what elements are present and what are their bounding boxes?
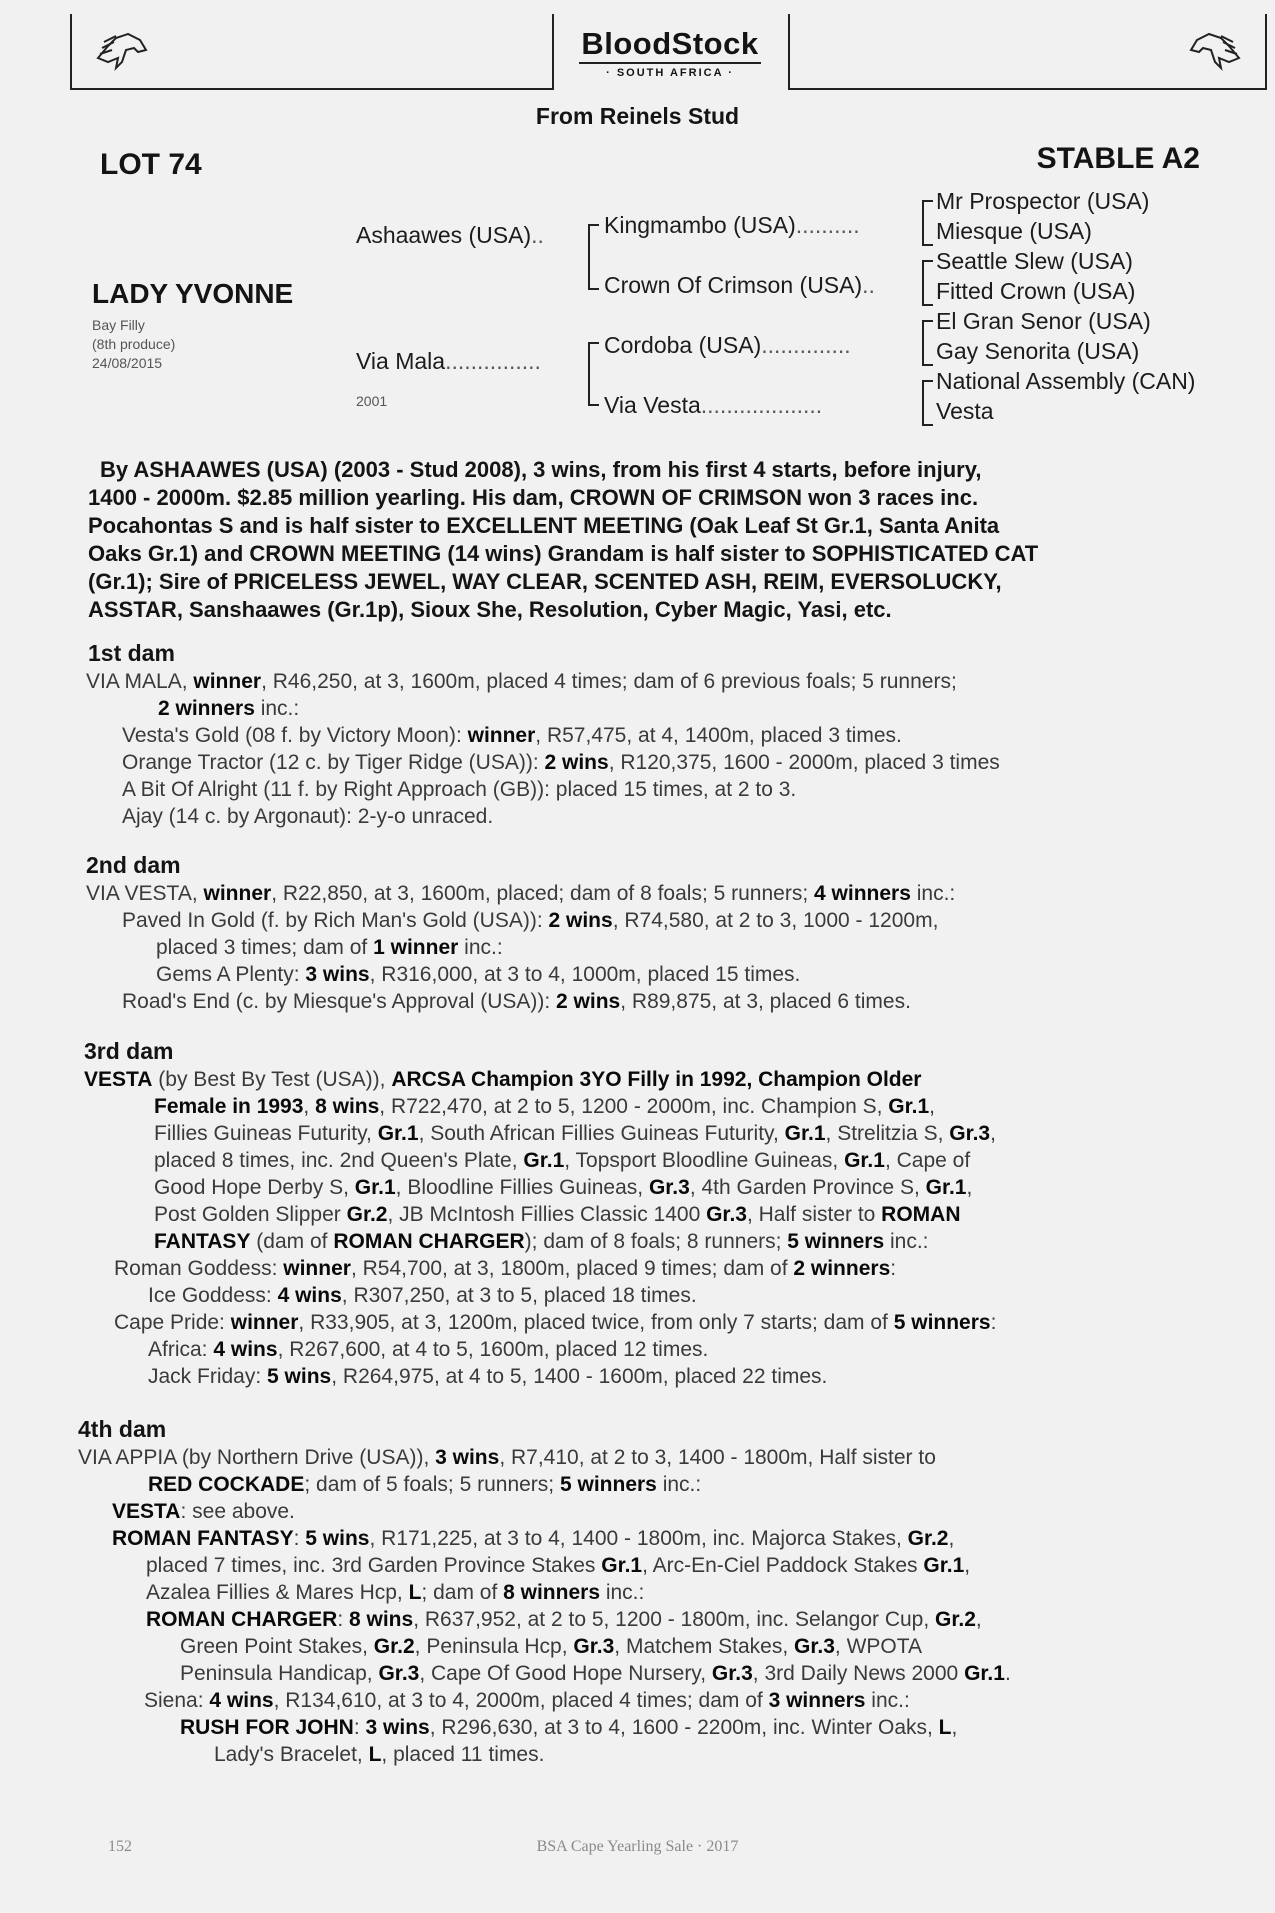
text: , R89,875, at 3, placed 6 times. bbox=[620, 990, 911, 1013]
sire-description bbox=[88, 456, 1213, 624]
text: , bbox=[929, 1095, 935, 1118]
bold-text: winner bbox=[203, 882, 272, 905]
bold-text: Gr.1 bbox=[923, 1554, 965, 1577]
horse-name: LADY YVONNE bbox=[92, 278, 294, 309]
bold-text: Gr.1 bbox=[523, 1149, 565, 1172]
pedigree-bracket bbox=[922, 200, 933, 246]
text: (dam of bbox=[250, 1230, 334, 1253]
text: A Bit Of Alright (11 f. by Right Approach (GB)): placed 15 times, at 2 to 3. bbox=[122, 778, 797, 801]
section-title-2nd-dam: 2nd dam bbox=[86, 852, 181, 878]
pedigree-g2-1: Kingmambo (USA).......... bbox=[604, 212, 860, 238]
page-number: 152 bbox=[108, 1838, 132, 1855]
text: , R171,225, at 3 to 4, 1400 - 1800m, inc. Majorca Stakes, bbox=[369, 1527, 908, 1550]
bold-text: L bbox=[938, 1716, 952, 1739]
bold-text: Gr.3 bbox=[378, 1662, 420, 1685]
dam-line bbox=[112, 1498, 1011, 1525]
text: , South African Fillies Guineas Futurity, bbox=[418, 1122, 785, 1145]
lot-number: LOT 74 bbox=[100, 148, 202, 181]
section-title-4th-dam: 4th dam bbox=[78, 1416, 167, 1442]
text: Roman Goddess: bbox=[114, 1257, 284, 1280]
bold-text: 5 wins bbox=[267, 1365, 332, 1388]
horse-details bbox=[92, 316, 175, 373]
text: , R22,850, at 3, 1600m, placed; dam of 8 foals; 5 runners; bbox=[271, 882, 815, 905]
text: ; dam of bbox=[421, 1581, 504, 1604]
text: , Matchem Stakes, bbox=[614, 1635, 795, 1658]
text: inc.: bbox=[458, 936, 503, 959]
bold-text: 3 wins bbox=[305, 963, 370, 986]
text: , R264,975, at 4 to 5, 1400 - 1600m, placed 22 times. bbox=[331, 1365, 828, 1388]
dam-line bbox=[154, 1174, 996, 1201]
bold-text: 5 winners bbox=[787, 1230, 885, 1253]
dam-line bbox=[180, 1714, 1011, 1741]
text: , JB McIntosh Fillies Classic 1400 bbox=[387, 1203, 707, 1226]
bold-text: Gr.3 bbox=[573, 1635, 615, 1658]
dam-line bbox=[180, 1633, 1011, 1660]
bold-text: 8 wins bbox=[315, 1095, 380, 1118]
bold-text: 2 winners bbox=[793, 1257, 891, 1280]
pedigree-bracket bbox=[588, 224, 599, 290]
bold-text: 3 winners bbox=[768, 1689, 866, 1712]
dam-line bbox=[154, 1093, 996, 1120]
pedigree-dam-year: 2001 bbox=[356, 393, 388, 409]
pedigree-g3-6: Gay Senorita (USA) bbox=[936, 338, 1140, 364]
dam-line bbox=[122, 988, 955, 1015]
text: Siena: bbox=[144, 1689, 210, 1712]
dam4-lines bbox=[78, 1444, 1011, 1768]
header-left-box bbox=[70, 14, 554, 90]
pedigree-g2-4: Via Vesta................... bbox=[604, 392, 823, 418]
text: inc.: bbox=[254, 697, 300, 720]
section-title-1st-dam: 1st dam bbox=[88, 640, 175, 666]
dam-line bbox=[154, 1147, 996, 1174]
pedigree-g3-8: Vesta bbox=[936, 398, 994, 424]
bold-text: 2 wins bbox=[548, 909, 613, 932]
text: placed 7 times, inc. 3rd Garden Province Stakes bbox=[146, 1554, 602, 1577]
bold-text: winner bbox=[193, 670, 262, 693]
bold-text: VESTA bbox=[112, 1500, 181, 1523]
dam-line bbox=[214, 1741, 1011, 1768]
bold-text: 2 wins bbox=[556, 990, 621, 1013]
bold-text: 1 winner bbox=[373, 936, 459, 959]
text: , WPOTA bbox=[834, 1635, 923, 1658]
sire-line: (Gr.1); Sire of PRICELESS JEWEL, WAY CLEAR, SCENTED ASH, REIM, EVERSOLUCKY, bbox=[88, 569, 1002, 594]
text: Ajay (14 c. by Argonaut): 2-y-o unraced. bbox=[122, 805, 494, 828]
bold-text: ROMAN bbox=[881, 1203, 961, 1226]
bold-text: Female in 1993 bbox=[154, 1095, 304, 1118]
sire-line: Oaks Gr.1) and CROWN MEETING (14 wins) Grandam is half sister to SOPHISTICATED CAT bbox=[88, 541, 1039, 566]
bold-text: winner bbox=[467, 724, 536, 747]
dam-line bbox=[84, 1066, 996, 1093]
bold-text: winner bbox=[230, 1311, 299, 1334]
text: VIA MALA, bbox=[86, 670, 194, 693]
bold-text: Gr.1 bbox=[888, 1095, 930, 1118]
text: Road's End (c. by Miesque's Approval (USA)): bbox=[122, 990, 557, 1013]
bold-text: RED COCKADE bbox=[148, 1473, 305, 1496]
text: Cape Pride: bbox=[114, 1311, 231, 1334]
bold-text: Gr.2 bbox=[907, 1527, 949, 1550]
text: Gems A Plenty: bbox=[156, 963, 306, 986]
dam-line bbox=[148, 1282, 996, 1309]
bold-text: Gr.3 bbox=[794, 1635, 835, 1658]
text: . bbox=[1004, 1662, 1011, 1685]
text: Africa: bbox=[148, 1338, 214, 1361]
bold-text: 8 wins bbox=[349, 1608, 414, 1631]
bold-text: Gr.3 bbox=[711, 1662, 753, 1685]
consignor-line: From Reinels Stud bbox=[535, 103, 740, 129]
dam-line bbox=[148, 1363, 996, 1390]
bold-text: Gr.3 bbox=[706, 1203, 747, 1226]
text: inc.: bbox=[884, 1230, 929, 1253]
dam-line bbox=[114, 1309, 996, 1336]
text: Fillies Guineas Futurity, bbox=[154, 1122, 378, 1145]
bold-text: 5 winners bbox=[893, 1311, 991, 1334]
bold-text: VESTA bbox=[84, 1068, 153, 1091]
bold-text: 2 wins bbox=[544, 751, 609, 774]
pedigree-g3-1: Mr Prospector (USA) bbox=[936, 188, 1150, 214]
bold-text: Gr.1 bbox=[925, 1176, 967, 1199]
text: , R120,375, 1600 - 2000m, placed 3 times bbox=[608, 751, 1000, 774]
text: Ice Goddess: bbox=[148, 1284, 278, 1307]
bold-text: ARCSA Champion 3YO Filly in 1992, Champion Older bbox=[391, 1068, 922, 1091]
sire-line: Pocahontas S and is half sister to EXCELLENT MEETING (Oak Leaf St Gr.1, Santa Anita bbox=[88, 513, 1000, 538]
text: : see above. bbox=[180, 1500, 295, 1523]
dam-line bbox=[112, 1525, 1011, 1552]
text: , R637,952, at 2 to 5, 1200 - 1800m, inc. Selangor Cup, bbox=[413, 1608, 936, 1631]
text: : bbox=[353, 1716, 366, 1739]
bold-text: Gr.3 bbox=[648, 1176, 690, 1199]
bold-text: Gr.1 bbox=[354, 1176, 396, 1199]
text: Good Hope Derby S, bbox=[154, 1176, 355, 1199]
text: , R267,600, at 4 to 5, 1600m, placed 12 times. bbox=[277, 1338, 709, 1361]
text: VIA VESTA, bbox=[86, 882, 204, 905]
bold-text: 4 winners bbox=[814, 882, 911, 905]
text: VIA APPIA (by Northern Drive (USA)), bbox=[78, 1446, 436, 1469]
text: inc.: bbox=[910, 882, 956, 905]
pedigree-dam: Via Mala............... bbox=[356, 348, 541, 374]
dam-line bbox=[146, 1579, 1011, 1606]
text: : bbox=[890, 1257, 897, 1280]
sire-line: ASSTAR, Sanshaawes (Gr.1p), Sioux She, Resolution, Cyber Magic, Yasi, etc. bbox=[88, 597, 892, 622]
text: , R7,410, at 2 to 3, 1400 - 1800m, Half sister to bbox=[499, 1446, 936, 1469]
text: , Cape of bbox=[884, 1149, 971, 1172]
text: : bbox=[293, 1527, 306, 1550]
bold-text: 8 winners bbox=[503, 1581, 600, 1604]
pedigree-bracket bbox=[922, 260, 933, 306]
dam-line bbox=[156, 961, 955, 988]
dam-line bbox=[148, 1471, 1011, 1498]
text: , bbox=[964, 1554, 971, 1577]
text: , bbox=[303, 1095, 316, 1118]
text: : bbox=[990, 1311, 997, 1334]
text: , R74,580, at 2 to 3, 1000 - 1200m, bbox=[612, 909, 939, 932]
bold-text: Gr.1 bbox=[844, 1149, 885, 1172]
bold-text: FANTASY bbox=[154, 1230, 251, 1253]
text: , Half sister to bbox=[746, 1203, 882, 1226]
text: Post Golden Slipper bbox=[154, 1203, 347, 1226]
text: Paved In Gold (f. by Rich Man's Gold (USA)): bbox=[122, 909, 549, 932]
pedigree-bracket bbox=[922, 320, 933, 366]
dam-line bbox=[122, 907, 955, 934]
text: Jack Friday: bbox=[148, 1365, 268, 1388]
text: , Topsport Bloodline Guineas, bbox=[564, 1149, 845, 1172]
text: placed 3 times; dam of bbox=[156, 936, 374, 959]
horse-colour-sex: Bay Filly bbox=[92, 317, 145, 333]
pedigree-sire: Ashaawes (USA).. bbox=[356, 222, 544, 248]
pedigree-g3-3: Seattle Slew (USA) bbox=[936, 248, 1133, 274]
bold-text: ROMAN CHARGER bbox=[333, 1230, 525, 1253]
dam-line bbox=[154, 1228, 996, 1255]
dam-line bbox=[146, 1606, 1011, 1633]
dam-line bbox=[86, 880, 955, 907]
text: , bbox=[990, 1122, 996, 1145]
bold-text: Gr.2 bbox=[346, 1203, 388, 1226]
text: , bbox=[948, 1527, 955, 1550]
brand-subtitle: · SOUTH AFRICA · bbox=[606, 67, 734, 79]
sire-line: 1400 - 2000m. $2.85 million yearling. His dam, CROWN OF CRIMSON won 3 races inc. bbox=[88, 485, 979, 510]
bold-text: 4 wins bbox=[213, 1338, 278, 1361]
text: ); dam of 8 foals; 8 runners; bbox=[524, 1230, 788, 1253]
text: , R57,475, at 4, 1400m, placed 3 times. bbox=[535, 724, 902, 747]
bold-text: 4 wins bbox=[277, 1284, 342, 1307]
text: , placed 11 times. bbox=[381, 1743, 545, 1766]
text: ; dam of 5 foals; 5 runners; bbox=[304, 1473, 560, 1496]
bold-text: RUSH FOR JOHN bbox=[180, 1716, 354, 1739]
horse-head-logo-icon bbox=[1187, 28, 1243, 72]
brand-name: BloodStock bbox=[579, 26, 760, 64]
text: , Bloodline Fillies Guineas, bbox=[395, 1176, 649, 1199]
dam-line bbox=[144, 1687, 1011, 1714]
dam-line bbox=[158, 695, 1000, 722]
pedigree-bracket bbox=[922, 380, 933, 426]
dam-line bbox=[114, 1255, 996, 1282]
text: , bbox=[975, 1608, 982, 1631]
text: , bbox=[966, 1176, 973, 1199]
dam2-lines bbox=[86, 880, 955, 1015]
text: Peninsula Handicap, bbox=[180, 1662, 379, 1685]
dam-line bbox=[78, 1444, 1011, 1471]
section-title-3rd-dam: 3rd dam bbox=[84, 1038, 174, 1064]
footer-title: BSA Cape Yearling Sale · 2017 bbox=[536, 1838, 739, 1855]
text: inc.: bbox=[656, 1473, 702, 1496]
bold-text: Gr.2 bbox=[373, 1635, 415, 1658]
text: , R33,905, at 3, 1200m, placed twice, from only 7 starts; dam of bbox=[298, 1311, 894, 1334]
bold-text: 5 winners bbox=[559, 1473, 657, 1496]
dam3-lines bbox=[84, 1066, 996, 1390]
text: , Arc-En-Ciel Paddock Stakes bbox=[642, 1554, 924, 1577]
bloodstock-logo bbox=[555, 26, 785, 79]
dam1-lines bbox=[86, 668, 1000, 830]
text: inc.: bbox=[865, 1689, 910, 1712]
bold-text: 3 wins bbox=[365, 1716, 430, 1739]
bold-text: Gr.1 bbox=[377, 1122, 419, 1145]
stable-number: STABLE A2 bbox=[1036, 142, 1200, 175]
text: Lady's Bracelet, bbox=[214, 1743, 369, 1766]
text: , R316,000, at 3 to 4, 1000m, placed 15 times. bbox=[369, 963, 801, 986]
dam-line bbox=[154, 1201, 996, 1228]
bold-text: L bbox=[368, 1743, 382, 1766]
bold-text: 5 wins bbox=[305, 1527, 370, 1550]
dam-line bbox=[122, 722, 1000, 749]
dam-line bbox=[86, 668, 1000, 695]
pedigree-bracket bbox=[588, 342, 599, 406]
sire-line: By ASHAAWES (USA) (2003 - Stud 2008), 3 wins, from his first 4 starts, before injury, bbox=[100, 457, 982, 482]
bold-text: 2 winners bbox=[158, 697, 255, 720]
bold-text: ROMAN FANTASY bbox=[112, 1527, 294, 1550]
bold-text: Gr.1 bbox=[601, 1554, 643, 1577]
text: , 3rd Daily News 2000 bbox=[752, 1662, 965, 1685]
dam-line bbox=[180, 1660, 1011, 1687]
text: , Cape Of Good Hope Nursery, bbox=[419, 1662, 712, 1685]
dam-line bbox=[122, 749, 1000, 776]
pedigree-g2-2: Crown Of Crimson (USA).. bbox=[604, 272, 875, 298]
dam-line bbox=[154, 1120, 996, 1147]
pedigree-g3-7: National Assembly (CAN) bbox=[936, 368, 1196, 394]
bold-text: Gr.3 bbox=[949, 1122, 991, 1145]
text: Green Point Stakes, bbox=[180, 1635, 374, 1658]
dam-line bbox=[148, 1336, 996, 1363]
text: , R134,610, at 3 to 4, 2000m, placed 4 times; dam of bbox=[273, 1689, 769, 1712]
text: , R722,470, at 2 to 5, 1200 - 2000m, inc. Champion S, bbox=[379, 1095, 889, 1118]
horse-foaling-date: 24/08/2015 bbox=[92, 355, 163, 371]
pedigree-g3-2: Miesque (USA) bbox=[936, 218, 1092, 244]
bold-text: ROMAN CHARGER bbox=[146, 1608, 338, 1631]
dam-line bbox=[156, 934, 955, 961]
horse-head-logo-icon bbox=[94, 28, 150, 72]
text: Orange Tractor (12 c. by Tiger Ridge (USA)): bbox=[122, 751, 545, 774]
text: , 4th Garden Province S, bbox=[689, 1176, 926, 1199]
text: Azalea Fillies & Mares Hcp, bbox=[146, 1581, 409, 1604]
text: , bbox=[951, 1716, 958, 1739]
text: , R46,250, at 3, 1600m, placed 4 times; dam of 6 previous foals; 5 runners; bbox=[261, 670, 957, 693]
bold-text: 4 wins bbox=[209, 1689, 274, 1712]
text: , R296,630, at 3 to 4, 1600 - 2200m, inc. Winter Oaks, bbox=[429, 1716, 939, 1739]
bold-text: L bbox=[408, 1581, 422, 1604]
text: , Peninsula Hcp, bbox=[414, 1635, 574, 1658]
text: (by Best By Test (USA)), bbox=[152, 1068, 392, 1091]
text: , R54,700, at 3, 1800m, placed 9 times; dam of bbox=[350, 1257, 794, 1280]
bold-text: winner bbox=[283, 1257, 351, 1280]
horse-produce: (8th produce) bbox=[92, 336, 176, 352]
dam-line bbox=[146, 1552, 1011, 1579]
dam-line bbox=[122, 776, 1000, 803]
pedigree-g3-4: Fitted Crown (USA) bbox=[936, 278, 1136, 304]
text: inc.: bbox=[600, 1581, 645, 1604]
text: , Strelitzia S, bbox=[825, 1122, 950, 1145]
text: Vesta's Gold (08 f. by Victory Moon): bbox=[122, 724, 468, 747]
header-right-box bbox=[788, 14, 1267, 90]
bold-text: Gr.1 bbox=[964, 1662, 1005, 1685]
bold-text: Gr.1 bbox=[784, 1122, 826, 1145]
pedigree-g2-3: Cordoba (USA).............. bbox=[604, 332, 851, 358]
pedigree-g3-5: El Gran Senor (USA) bbox=[936, 308, 1151, 334]
bold-text: Gr.2 bbox=[935, 1608, 976, 1631]
dam-line bbox=[122, 803, 1000, 830]
text: : bbox=[337, 1608, 349, 1631]
bold-text: 3 wins bbox=[435, 1446, 500, 1469]
text: placed 8 times, inc. 2nd Queen's Plate, bbox=[154, 1149, 524, 1172]
text: , R307,250, at 3 to 5, placed 18 times. bbox=[341, 1284, 697, 1307]
